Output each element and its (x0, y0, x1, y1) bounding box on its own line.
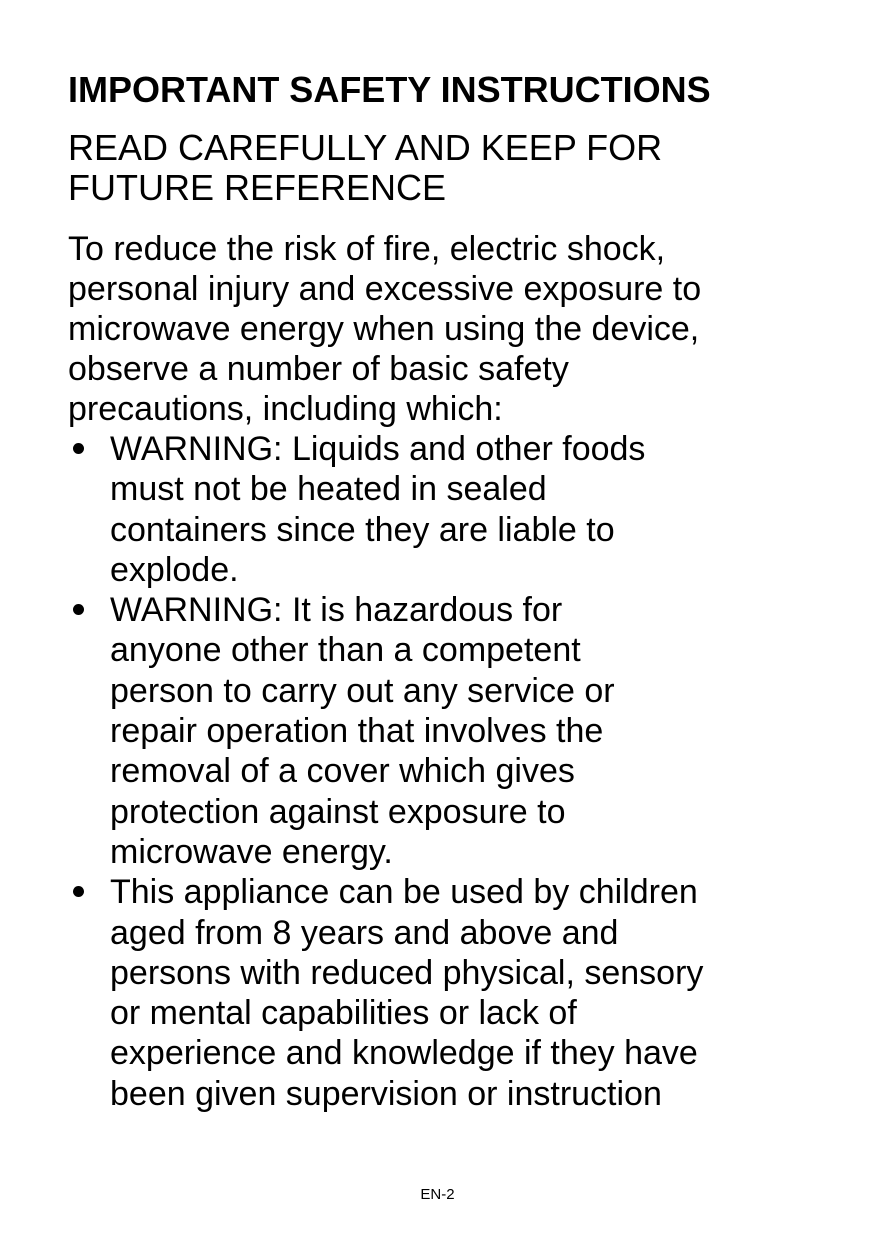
bullet-line: protection against exposure to (110, 792, 566, 831)
safety-bullet-item (68, 590, 808, 872)
bullet-line: WARNING: It is hazardous for (110, 591, 563, 630)
bullet-line: containers since they are liable to (110, 510, 615, 549)
intro-paragraph (68, 229, 808, 429)
bullet-line: microwave energy. (110, 832, 393, 871)
bullet-line: anyone other than a competent (110, 631, 581, 670)
page-subtitle (68, 128, 808, 208)
page-number: EN-2 (420, 1186, 455, 1203)
document-page (68, 70, 808, 1114)
bullet-line: aged from 8 years and above and (110, 913, 619, 952)
intro-line: precautions, including which: (68, 390, 503, 428)
bullet-line: This appliance can be used by children (110, 873, 698, 912)
bullet-icon (73, 886, 84, 897)
safety-bullet-item (68, 429, 808, 590)
bullet-icon (73, 443, 84, 454)
subtitle-line: READ CAREFULLY AND KEEP FOR (68, 127, 663, 168)
bullet-line: persons with reduced physical, sensory (110, 953, 704, 992)
bullet-icon (73, 604, 84, 615)
intro-line: To reduce the risk of fire, electric shock, (68, 230, 666, 268)
bullet-line: person to carry out any service or (110, 671, 615, 710)
safety-bullet-item (68, 872, 808, 1114)
intro-line: observe a number of basic safety (68, 350, 569, 388)
bullet-line: repair operation that involves the (110, 712, 604, 751)
bullet-line: WARNING: Liquids and other foods (110, 430, 646, 468)
bullet-line: must not be heated in sealed (110, 470, 547, 509)
bullet-line: explode. (110, 550, 239, 589)
bullet-line: removal of a cover which gives (110, 752, 575, 791)
bullet-line: or mental capabilities or lack of (110, 994, 577, 1033)
subtitle-line: FUTURE REFERENCE (68, 167, 447, 208)
bullet-line: experience and knowledge if they have (110, 1034, 698, 1073)
page-title: IMPORTANT SAFETY INSTRUCTIONS (68, 69, 711, 110)
bullet-line: been given supervision or instruction (110, 1074, 662, 1113)
intro-line: microwave energy when using the device, (68, 310, 700, 348)
safety-bullet-list (68, 429, 808, 1114)
intro-line: personal injury and excessive exposure to (68, 270, 702, 308)
